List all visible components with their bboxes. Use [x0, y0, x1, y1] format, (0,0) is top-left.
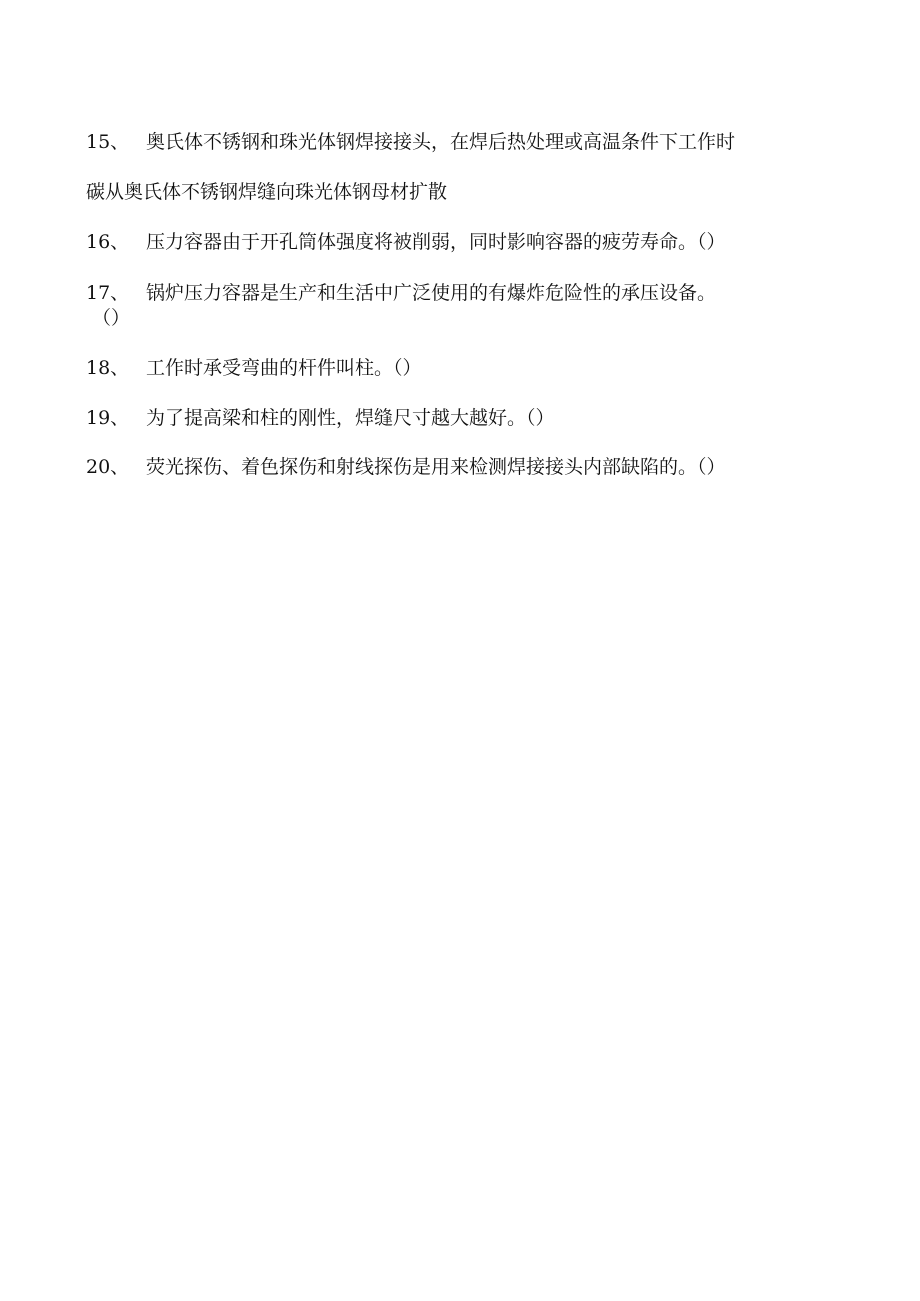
question-text: 锅炉压力容器是生产和生活中广泛使用的有爆炸危险性的承压设备。 [146, 282, 717, 304]
question-text: 压力容器由于开孔筒体强度将被削弱，同时影响容器的疲劳寿命。（） [146, 231, 726, 253]
question-number: 15、 [86, 131, 130, 153]
question-20 [86, 455, 826, 479]
question-number: 19、 [86, 407, 130, 429]
question-16 [86, 230, 826, 254]
question-number: 16、 [86, 231, 130, 253]
question-15 [86, 130, 826, 154]
question-19 [86, 406, 826, 430]
question-15-continuation: 碳从奥氏体不锈钢焊缝向珠光体钢母材扩散 [86, 181, 448, 203]
question-text: 为了提高梁和柱的刚性，焊缝尺寸越大越好。（） [146, 407, 555, 429]
question-text: 工作时承受弯曲的杆件叫柱。（） [146, 357, 422, 379]
question-17-continuation: （） [92, 307, 131, 329]
question-17 [86, 281, 826, 305]
question-18 [86, 356, 826, 380]
question-number: 20、 [86, 456, 130, 478]
question-number: 17、 [86, 282, 130, 304]
question-number: 18、 [86, 357, 130, 379]
question-text: 荧光探伤、着色探伤和射线探伤是用来检测焊接接头内部缺陷的。（） [146, 456, 726, 478]
question-text: 奥氏体不锈钢和珠光体钢焊接接头，在焊后热处理或高温条件下工作时 [146, 131, 736, 153]
